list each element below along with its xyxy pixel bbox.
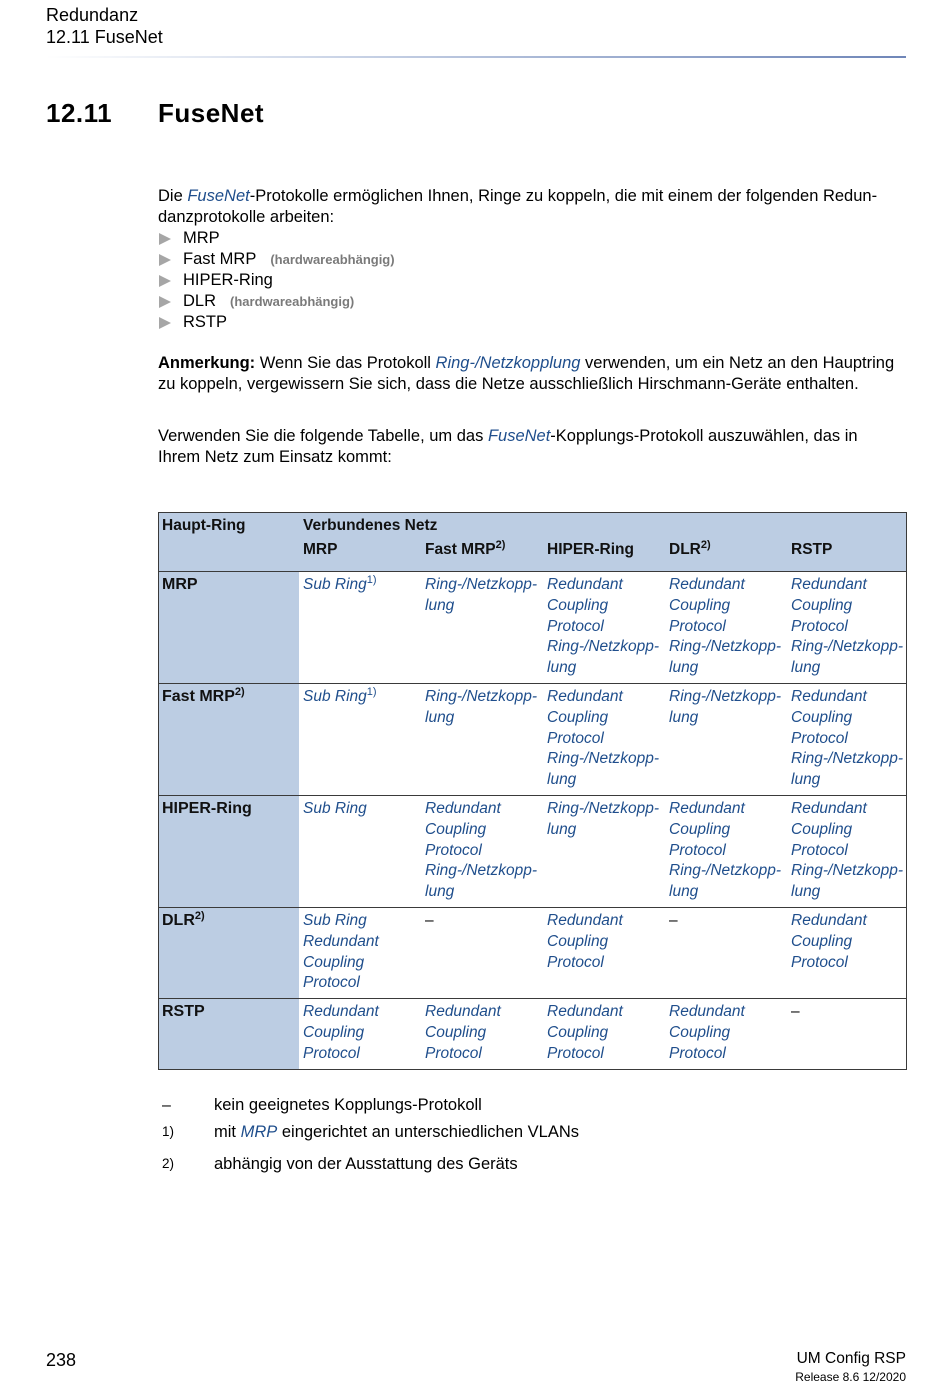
- hardware-note: (hardwareabhängig): [230, 294, 355, 309]
- intro-paragraph: [158, 186, 877, 228]
- table-cell: [299, 795, 421, 907]
- protocol-name: [547, 637, 665, 658]
- cell-line-text: lung: [547, 771, 577, 789]
- mrp-link[interactable]: MRP: [240, 1123, 278, 1141]
- protocol-name: [791, 617, 906, 638]
- protocol-name: [547, 575, 665, 596]
- footnote-2-text: abhängig von der Ausstattung des Geräts: [214, 1155, 518, 1173]
- list-item: [158, 249, 395, 270]
- column-header: [787, 538, 907, 572]
- column-header-row: [159, 538, 907, 572]
- table-cell: [421, 683, 543, 795]
- column-header: [299, 538, 421, 572]
- row-header: [159, 683, 300, 795]
- list-item-label: DLR: [183, 292, 217, 310]
- protocol-name: [791, 687, 906, 708]
- cell-line-text: Coupling: [303, 953, 365, 971]
- protocol-name: [791, 953, 906, 974]
- protocol-name: [547, 1002, 665, 1023]
- footnote-1-text: [214, 1123, 579, 1142]
- cell-line-text: Coupling: [791, 820, 853, 838]
- cell-line-text: Redundant: [425, 799, 501, 817]
- list-item: [158, 312, 395, 333]
- cell-line-text: Redundant: [547, 576, 623, 593]
- cell-line-text: Coupling: [547, 708, 609, 726]
- cell-line-text: Coupling: [425, 1023, 487, 1041]
- row-header-label: Fast MRP: [162, 687, 235, 705]
- bullet-triangle-icon: [159, 317, 171, 329]
- cell-line-text: Protocol: [425, 841, 482, 859]
- protocol-name: [547, 953, 665, 974]
- table-cell: [787, 683, 907, 795]
- protocol-name: [547, 687, 665, 708]
- footnote-ref: 1): [366, 685, 377, 698]
- intro-text-line2: danzprotokolle arbeiten:: [158, 208, 335, 226]
- list-item-label: HIPER-Ring: [183, 271, 273, 289]
- connected-network-header: Verbundenes Netz: [299, 513, 907, 539]
- table-cell: [665, 999, 787, 1069]
- cell-line-text: Ring-/Netzkopp-: [669, 687, 781, 705]
- release-info: Release 8.6 12/2020: [795, 1370, 906, 1384]
- footnote-1-pre: mit: [214, 1123, 241, 1141]
- protocol-name: [791, 911, 906, 932]
- cell-line-text: lung: [547, 820, 577, 838]
- row-header: [159, 795, 300, 907]
- cell-line-text: Protocol: [791, 729, 848, 747]
- protocol-name: [547, 729, 665, 750]
- list-item-label: Fast MRP: [183, 250, 257, 268]
- protocol-name: [791, 658, 906, 679]
- protocol-name: [547, 749, 665, 770]
- cell-line-text: Redundant: [547, 1003, 623, 1021]
- cell-line-text: Protocol: [547, 953, 604, 971]
- column-header-label: MRP: [303, 541, 338, 558]
- protocol-name: [791, 708, 906, 729]
- row-header-label: DLR: [162, 911, 195, 929]
- table-cell: [299, 907, 421, 998]
- cell-line-text: Protocol: [303, 1044, 360, 1062]
- cell-line-text: Coupling: [669, 596, 731, 614]
- protocol-list: [158, 228, 395, 333]
- table-row: [159, 683, 907, 795]
- table-cell: [421, 907, 543, 998]
- protocol-name: [425, 596, 543, 617]
- cell-line-text: Protocol: [791, 953, 848, 971]
- cell-line-text: Coupling: [669, 820, 731, 838]
- hardware-note: (hardwareabhängig): [270, 252, 395, 267]
- table-row: [159, 999, 907, 1069]
- protocol-name: [547, 708, 665, 729]
- cell-line-text: Redundant: [791, 687, 867, 705]
- protocol-name: [425, 708, 543, 729]
- table-cell: [299, 999, 421, 1069]
- cell-line-text: Ring-/Netzkopp-: [791, 638, 903, 656]
- protocol-name: [669, 820, 787, 841]
- protocol-name: [547, 799, 665, 820]
- ring-coupling-link[interactable]: Ring-/Netzkopplung: [435, 354, 581, 372]
- no-protocol-dash: [425, 911, 543, 932]
- cell-line-text: Protocol: [791, 617, 848, 635]
- remark-paragraph: [158, 353, 894, 395]
- no-protocol-dash: [791, 1002, 906, 1023]
- table-intro-text: Verwenden Sie die folgende Tabelle, um das: [158, 427, 488, 445]
- table-row: [159, 907, 907, 998]
- remark-text-line2: zu koppeln, vergewissern Sie sich, dass die Netze ausschließlich Hirschmann-Geräte enthalten.: [158, 375, 859, 393]
- protocol-name: [303, 575, 421, 596]
- protocol-name: [791, 575, 906, 596]
- table-row: [159, 572, 907, 684]
- no-protocol-dash: [669, 911, 787, 932]
- column-header-label: DLR: [669, 541, 701, 558]
- row-header-label: MRP: [162, 576, 198, 593]
- protocol-name: [669, 1044, 787, 1065]
- cell-line-text: Ring-/Netzkopp-: [669, 638, 781, 656]
- fusenet-link[interactable]: FuseNet: [487, 427, 551, 445]
- column-header: [543, 538, 665, 572]
- cell-line-text: –: [425, 911, 434, 929]
- bullet-triangle-icon: [159, 275, 171, 287]
- table-row: [159, 795, 907, 907]
- cell-line-text: Coupling: [303, 1023, 365, 1041]
- cell-line-text: Ring-/Netzkopp-: [547, 638, 659, 656]
- table-corner-blank: [159, 538, 300, 572]
- cell-line-text: Coupling: [425, 820, 487, 838]
- cell-line-text: lung: [425, 708, 455, 726]
- table-cell: [421, 572, 543, 684]
- protocol-name: [303, 1023, 421, 1044]
- cell-line-text: Protocol: [791, 841, 848, 859]
- coupling-protocol-table: [158, 512, 907, 1070]
- table-cell: [299, 683, 421, 795]
- table-cell: [299, 572, 421, 684]
- protocol-name: [425, 687, 543, 708]
- cell-line-text: Protocol: [669, 841, 726, 859]
- protocol-name: [791, 820, 906, 841]
- protocol-name: [669, 687, 787, 708]
- protocol-name: [547, 596, 665, 617]
- cell-line-text: Ring-/Netzkopp-: [425, 862, 537, 880]
- cell-line-text: Sub Ring: [303, 799, 367, 817]
- footnote-ref: 2): [495, 539, 506, 551]
- protocol-name: [669, 1002, 787, 1023]
- cell-line-text: Redundant: [303, 1003, 379, 1021]
- cell-line-text: Coupling: [669, 1023, 731, 1041]
- remark-text: Wenn Sie das Protokoll: [255, 354, 436, 372]
- list-item-label: MRP: [183, 229, 220, 247]
- column-header: [421, 538, 543, 572]
- footnote-ref: 2): [194, 909, 205, 922]
- protocol-name: [303, 687, 421, 708]
- protocol-name: [791, 729, 906, 750]
- cell-line-text: Ring-/Netzkopp-: [547, 750, 659, 768]
- cell-line-text: Protocol: [547, 617, 604, 635]
- list-item-label: RSTP: [183, 313, 228, 331]
- table-intro-text-line2: Ihrem Netz zum Einsatz kommt:: [158, 448, 392, 466]
- cell-line-text: lung: [791, 771, 821, 789]
- list-item: [158, 228, 395, 249]
- protocol-name: [669, 658, 787, 679]
- protocol-name: [425, 1002, 543, 1023]
- protocol-name: [669, 596, 787, 617]
- fusenet-link[interactable]: FuseNet: [187, 187, 250, 205]
- header-divider: [46, 56, 906, 58]
- protocol-name: [547, 820, 665, 841]
- protocol-name: [303, 911, 421, 932]
- table-cell: [787, 572, 907, 684]
- table-cell: [787, 999, 907, 1069]
- table-cell: [543, 572, 665, 684]
- cell-line-text: Protocol: [669, 617, 726, 635]
- cell-line-text: –: [791, 1003, 800, 1021]
- protocol-name: [425, 841, 543, 862]
- cell-line-text: Redundant: [547, 687, 623, 705]
- cell-line-text: Coupling: [791, 708, 853, 726]
- cell-line-text: Protocol: [303, 974, 360, 992]
- footnote-1-mark: 1): [162, 1124, 175, 1139]
- protocol-name: [791, 932, 906, 953]
- cell-line-text: Redundant: [791, 799, 867, 817]
- cell-line-text: –: [669, 911, 678, 929]
- protocol-name: [425, 799, 543, 820]
- footnote-2-mark: 2): [162, 1156, 175, 1171]
- protocol-name: [669, 575, 787, 596]
- cell-line-text: Sub Ring: [303, 687, 367, 705]
- cell-line-text: Redundant: [669, 576, 745, 593]
- cell-line-text: lung: [669, 659, 699, 677]
- cell-line-text: lung: [547, 659, 577, 677]
- remark-text-cont: verwenden, um ein Netz an den Hauptring: [580, 354, 895, 372]
- column-header-label: Fast MRP: [425, 541, 496, 558]
- protocol-name: [425, 861, 543, 882]
- footnote-ref: 2): [700, 539, 711, 551]
- protocol-name: [669, 799, 787, 820]
- section-title: FuseNet: [158, 98, 265, 128]
- table-corner-header: Haupt-Ring: [159, 513, 300, 539]
- cell-line-text: lung: [669, 883, 699, 901]
- intro-text-cont: -Protokolle ermöglichen Ihnen, Ringe zu koppeln, die mit einem der folgenden Redun-: [249, 187, 878, 205]
- running-header-section: 12.11 FuseNet: [46, 27, 163, 47]
- cell-line-text: Ring-/Netzkopp-: [425, 576, 537, 593]
- cell-line-text: lung: [791, 883, 821, 901]
- protocol-name: [791, 770, 906, 791]
- protocol-name: [669, 708, 787, 729]
- protocol-name: [303, 973, 421, 994]
- protocol-name: [303, 953, 421, 974]
- row-header: [159, 572, 300, 684]
- cell-line-text: Ring-/Netzkopp-: [547, 799, 659, 817]
- bullet-triangle-icon: [159, 254, 171, 266]
- table-intro-text-cont: -Kopplungs-Protokoll auszuwählen, das in: [550, 427, 858, 445]
- row-header-label: RSTP: [162, 1003, 205, 1021]
- footnote-dash-text: kein geeignetes Kopplungs-Protokoll: [214, 1096, 482, 1114]
- protocol-name: [791, 799, 906, 820]
- table-cell: [421, 795, 543, 907]
- protocol-name: [669, 841, 787, 862]
- cell-line-text: Coupling: [547, 1023, 609, 1041]
- cell-line-text: Redundant: [547, 911, 623, 929]
- intro-text: Die: [158, 187, 188, 205]
- protocol-name: [791, 882, 906, 903]
- cell-line-text: Ring-/Netzkopp-: [425, 687, 537, 705]
- protocol-name: [791, 841, 906, 862]
- protocol-name: [425, 575, 543, 596]
- cell-line-text: Redundant: [669, 799, 745, 817]
- table-body: [159, 572, 907, 1070]
- cell-line-text: lung: [669, 708, 699, 726]
- table-cell: [787, 907, 907, 998]
- cell-line-text: Coupling: [791, 596, 853, 614]
- footnote-dash-mark: –: [162, 1097, 171, 1114]
- table-cell: [543, 999, 665, 1069]
- cell-line-text: Redundant: [303, 932, 379, 950]
- document-title: UM Config RSP: [796, 1350, 906, 1367]
- cell-line-text: Redundant: [425, 1003, 501, 1021]
- protocol-name: [547, 932, 665, 953]
- table-cell: [787, 795, 907, 907]
- cell-line-text: Coupling: [791, 932, 853, 950]
- cell-line-text: Protocol: [547, 729, 604, 747]
- protocol-name: [425, 820, 543, 841]
- remark-label: Anmerkung:: [158, 354, 256, 372]
- cell-line-text: Protocol: [547, 1044, 604, 1062]
- protocol-name: [669, 617, 787, 638]
- cell-line-text: Redundant: [791, 576, 867, 593]
- cell-line-text: Redundant: [791, 911, 867, 929]
- list-item: [158, 270, 395, 291]
- protocol-name: [791, 596, 906, 617]
- table-cell: [543, 795, 665, 907]
- protocol-name: [547, 617, 665, 638]
- protocol-name: [303, 1044, 421, 1065]
- protocol-name: [669, 861, 787, 882]
- protocol-name: [547, 1023, 665, 1044]
- row-header: [159, 999, 300, 1069]
- protocol-name: [303, 1002, 421, 1023]
- protocol-name: [425, 1044, 543, 1065]
- protocol-name: [547, 1044, 665, 1065]
- cell-line-text: Coupling: [547, 932, 609, 950]
- protocol-name: [791, 749, 906, 770]
- table-cell: [543, 907, 665, 998]
- protocol-name: [791, 637, 906, 658]
- row-header: [159, 907, 300, 998]
- table-cell: [665, 907, 787, 998]
- protocol-name: [669, 637, 787, 658]
- cell-line-text: Redundant: [669, 1003, 745, 1021]
- list-item: [158, 291, 395, 312]
- cell-line-text: Ring-/Netzkopp-: [791, 862, 903, 880]
- protocol-name: [791, 861, 906, 882]
- protocol-name: [303, 799, 421, 820]
- table-cell: [665, 683, 787, 795]
- table-intro-paragraph: [158, 426, 858, 468]
- bullet-triangle-icon: [159, 233, 171, 245]
- cell-line-text: lung: [791, 659, 821, 677]
- table-cell: [665, 572, 787, 684]
- row-header-label: HIPER-Ring: [162, 799, 252, 817]
- protocol-name: [547, 911, 665, 932]
- protocol-name: [669, 882, 787, 903]
- cell-line-text: Sub Ring: [303, 911, 367, 929]
- column-header: [665, 538, 787, 572]
- cell-line-text: lung: [425, 596, 455, 614]
- page-number: 238: [46, 1350, 77, 1370]
- cell-line-text: Protocol: [425, 1044, 482, 1062]
- cell-line-text: lung: [425, 883, 455, 901]
- cell-line-text: Coupling: [547, 596, 609, 614]
- footnote-1-post: eingerichtet an unterschiedlichen VLANs: [277, 1123, 580, 1141]
- cell-line-text: Protocol: [669, 1044, 726, 1062]
- cell-line-text: Ring-/Netzkopp-: [791, 750, 903, 768]
- bullet-triangle-icon: [159, 296, 171, 308]
- cell-line-text: Sub Ring: [303, 576, 367, 593]
- table-cell: [543, 683, 665, 795]
- protocol-name: [425, 1023, 543, 1044]
- column-header-label: RSTP: [791, 541, 833, 558]
- protocol-name: [303, 932, 421, 953]
- protocol-name: [547, 658, 665, 679]
- footnote-ref: 2): [234, 685, 245, 698]
- protocol-name: [669, 1023, 787, 1044]
- protocol-name: [425, 882, 543, 903]
- running-header-chapter: Redundanz: [46, 5, 139, 25]
- table-cell: [665, 795, 787, 907]
- section-number: 12.11: [46, 98, 113, 128]
- protocol-name: [547, 770, 665, 791]
- footnote-ref: 1): [366, 574, 377, 586]
- column-header-label: HIPER-Ring: [547, 541, 634, 558]
- cell-line-text: Ring-/Netzkopp-: [669, 862, 781, 880]
- table-cell: [421, 999, 543, 1069]
